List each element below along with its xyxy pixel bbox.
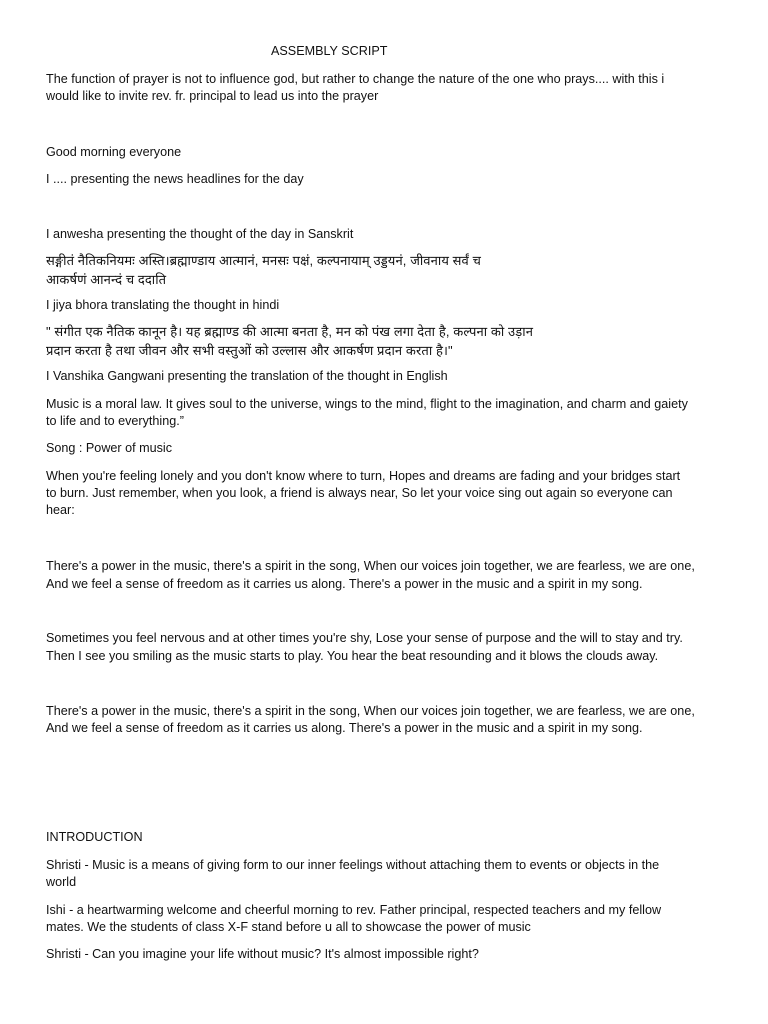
text-line: Music is a moral law. It gives soul to the universe, wings to the mind, flight to the imagination, and charm and gaiety bbox=[46, 397, 688, 411]
text-line: There's a power in the music, there's a spirit in the song, When our voices join together, we are fearless, we are one, bbox=[46, 704, 695, 718]
text-line: I Vanshika Gangwani presenting the translation of the thought in English bbox=[46, 369, 448, 383]
hindi-line: " संगीत एक नैतिक कानून है। यह ब्रह्माण्ड की आत्मा बनता है, मन को पंख लगा देता है, कल्पना को उड़ान bbox=[46, 324, 534, 339]
hindi-line: प्रदान करता है तथा जीवन और सभी वस्तुओं को उल्लास और आकर्षण प्रदान करता है।" bbox=[46, 343, 453, 358]
text-line: I anwesha presenting the thought of the day in Sanskrit bbox=[46, 227, 354, 241]
text-line: And we feel a sense of freedom as it carries us along. There's a power in the music and a spirit in my song. bbox=[46, 577, 643, 591]
text-line: And we feel a sense of freedom as it carries us along. There's a power in the music and a spirit in my song. bbox=[46, 721, 643, 735]
text-line: When you're feeling lonely and you don't know where to turn, Hopes and dreams are fading and your bridges start bbox=[46, 469, 681, 483]
text-line: Shristi - Can you imagine your life without music? It's almost impossible right? bbox=[46, 947, 479, 961]
text-line: The function of prayer is not to influence god, but rather to change the nature of the one who prays.... with this i bbox=[46, 72, 665, 86]
sanskrit-line: सङ्गीतं नैतिकनियमः अस्ति।ब्रह्माण्डाय आत्मानं, मनसः पक्षं, कल्पनायाम् उड्डयनं, जीवनाय सर्वं च bbox=[46, 253, 481, 268]
text-line: mates. We the students of class X-F stand before u all to showcase the power of music bbox=[46, 920, 531, 934]
document-title: ASSEMBLY SCRIPT bbox=[271, 44, 388, 58]
text-line: There's a power in the music, there's a spirit in the song, When our voices join together, we are fearless, we are one, bbox=[46, 559, 695, 573]
text-line: Good morning everyone bbox=[46, 145, 182, 159]
text-line: to burn. Just remember, when you look, a friend is always near, So let your voice sing out again so everyone can bbox=[46, 486, 673, 500]
text-line: Sometimes you feel nervous and at other times you're shy, Lose your sense of purpose and the will to stay and try. bbox=[46, 631, 683, 645]
text-line: Then I see you smiling as the music starts to play. You hear the beat resounding and it blows the clouds away. bbox=[46, 649, 659, 663]
text-line: I jiya bhora translating the thought in hindi bbox=[46, 298, 280, 312]
text-line: Song : Power of music bbox=[46, 441, 172, 455]
text-line: Shristi - Music is a means of giving form to our inner feelings without attaching them to events or objects in the bbox=[46, 858, 660, 872]
section-heading: INTRODUCTION bbox=[46, 830, 143, 844]
text-line: hear: bbox=[46, 503, 75, 517]
text-line: to life and to everything.” bbox=[46, 414, 184, 428]
text-line: would like to invite rev. fr. principal to lead us into the prayer bbox=[46, 89, 379, 103]
sanskrit-line: आकर्षणं आनन्दं च ददाति bbox=[46, 272, 167, 287]
text-line: world bbox=[46, 875, 77, 889]
text-line: I .... presenting the news headlines for the day bbox=[46, 172, 304, 186]
text-line: Ishi - a heartwarming welcome and cheerful morning to rev. Father principal, respected teachers and my fellow bbox=[46, 903, 662, 917]
